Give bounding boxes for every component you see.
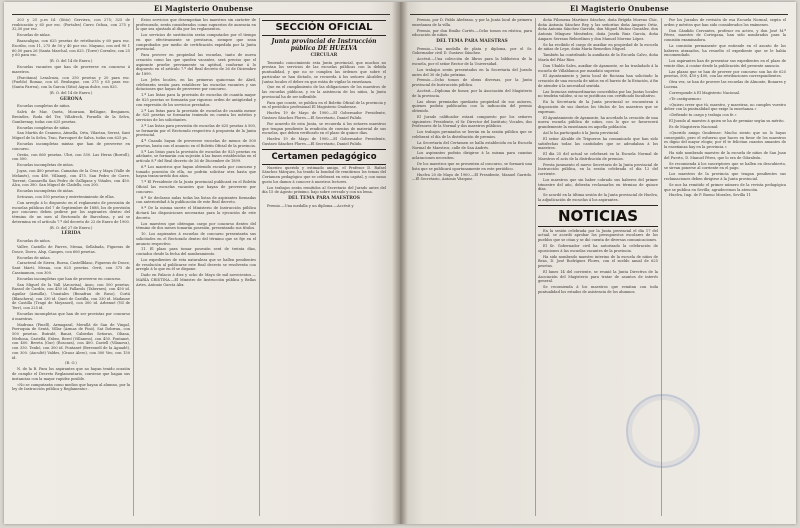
- right-column-3: [664, 18, 786, 518]
- paragraph: «Defiende tu cargo y trabaja con fe.»: [669, 113, 737, 118]
- paragraph: Se recomienda á los maestros que remitan con toda puntualidad los estados de asistencia de los alumnos.: [538, 285, 658, 294]
- paragraph: San Martín de Ceaneno, Atmella, Orta, Vilartau, Serrat, Sant Miguel de la Selva, Trao, Parroquet de Salva, todas con 625 ps.: [12, 131, 130, 141]
- paragraph: Premio, por D. Pablo Aledrano, y por la Junta local de primera enseñanza de la villa.: [412, 18, 532, 27]
- paragraph: Escuelas incompletas que han de ser provistas por concurso á maestras.: [12, 311, 130, 321]
- paragraph: Que en el cumplimiento de las obligaciones de los maestros de las escuelas públicas, y en la asistencia de los niños, la Junta provincial ha de ser inflexible.: [262, 85, 386, 99]
- paragraph: «Quiero creer que tú, maestro, y maestras, no cumples vuestro deber con la puntualidad que exige la enseñanza.»: [664, 102, 786, 112]
- paragraph: (Parcitana) Lesalcuza, con 250 pesetas y 20 para esc. (Pueblo) Romaz, con id. Beubague, con 275 y 65 para esc. (Santa Farrea), con la Garcia (Sitio) Aigua dulce, con 825.: [12, 75, 130, 90]
- paragraph: 11. El plazo para tomar posesión será de treinta días, contados desde la fecha del nombramiento.: [136, 247, 256, 257]
- paragraph: Accésit.—Diploma de honor, por la Asociación del Magisterio de la provincia.: [412, 89, 532, 98]
- paragraph: Los trabajos serán presentados en la Secretaría del Jurado antes del 30 de Julio próximo.: [412, 67, 532, 77]
- paragraph: «Querido amigo Onubense: Mucho siento que no lo hayas conseguido, pero el esfuerzo que haces en favor de los maestros es digno del mayor elogio; por él te felicitan cuantos amantes de la enseñanza hay en la provincia.»: [664, 131, 786, 150]
- paragraph: Los servicios de sustitución serán computados por el tiempo en que efectivamente se prestaron, siempre que sean comprobados por medio de certificación expedida por la Junta provincial.: [136, 33, 256, 52]
- paragraph: Don Ubaldo Sales, auxiliar de Ayamonte, se ha trasladado á la escuela de Villablanca por mandato superior.: [538, 63, 658, 73]
- paragraph: Para proveer en propiedad las escuelas, tanto de nueva creación como las que queden vacantes, será preciso que el aspirante pruebe previamente su aptitud, conforme á lo dispuesto en el artículo 7.º del Real decreto de 26 de Diciembre de 1899.: [136, 53, 256, 77]
- paragraph: El día 25 del actual se celebrará en la Escuela Normal de Maestros el acto de la distribución de premios.: [538, 152, 658, 161]
- paragraph: 3.ª Las listas para provisión de escuelas de 625 pesetas á 500, se formarán por el Rectorado respectivo á propuesta de la Junta provincial.: [136, 123, 256, 138]
- paragraph: 8.ª Se declaran nulas todas las listas de aspirantes formadas con anterioridad á la publicación de este Real decreto.: [136, 195, 256, 205]
- paragraph: «No se computarán como medios que hayan al alumno, por la ley de Instrucción pública y Reglamento».: [12, 382, 130, 392]
- paragraph: Así lo ha participado á la Junta provincial.: [543, 130, 620, 135]
- certamen-title: Certamen pedagógico: [262, 149, 386, 165]
- paragraph: (R. O. del 27 de Enero.): [49, 225, 93, 230]
- column-rule: [661, 18, 662, 516]
- right-column-2: [538, 18, 658, 518]
- paragraph: Escuelas incompletas de niños.: [17, 163, 74, 168]
- paragraph: Los maestros de la provincia que tengan pendientes sus reclamaciones deben dirigirse á la Junta provincial.: [664, 172, 786, 181]
- paragraph: Presta juramento el nuevo Secretario de la Junta provincial de Instrucción pública, en la sesión celebrada el día 12 del corriente.: [538, 162, 658, 177]
- newspaper-spread: [4, 2, 796, 524]
- paragraph: DEL TEMA PARA MAESTRAS: [436, 39, 508, 44]
- paragraph: 7.ª El Presidente de la Junta provincial publicará en el Boletín Oficial las escuelas vacantes que hayan de proveerse por concurso.: [136, 180, 256, 194]
- paragraph: Por los Jurados de revisión de esa Escuela Normal, según el orden y méritos que han sido considerados los exámenes.: [664, 18, 786, 27]
- paragraph: Premio, por don Emilio Cortés.—Ocho tomos en rústica, para educación de niños.: [412, 28, 532, 38]
- paragraph: Escuelas de niñas.: [17, 33, 51, 38]
- paragraph: La comisión permanente que entiende en el asunto de los haberes atrasados, ha resuelto el expediente que se le había encomendado.: [664, 43, 786, 58]
- paragraph: Estos servicios que desempeñan los maestros sin carácter de profesorado, serán considerados como supuestos de ausencia en lo que sea ajustado al día por los reglamentos.: [136, 18, 256, 32]
- paragraph: Las licencias extraordinarias concedidas por las Juntas locales no tendrán validez, si no se justifican con certificado facultativo.: [538, 89, 658, 99]
- paragraph: Madrona (Pinell), Armagaral, Merallá de San de Vingal, Porroquia de Sentá, Villar (Armas de Pinó), Sat Dobrrau, con 500 pesetas. Butralé, Banat, Cabiedas Señoras, Oliana, Mediona, Castellá, Esbeo, Bereí (Villaness), con 450. Fontanet, con 400. Bereta (Gur) (Roscara), con 400. Castell (Vilanova), con 350. Tenbó, con 300 id. Fontanet (Bereonelí de la Aguadé), con 300. (Asculté) Valdes, (Graoz Alero), con 300 Veo, con 150 id.: [12, 322, 130, 360]
- paragraph: 1.ª Las listas para la provisión de escuelas de cuantía mayor de 825 pesetas se formarán por riguroso orden de antigüedad y con expresión de los servicios prestados.: [136, 93, 256, 107]
- circular-body: [262, 61, 386, 147]
- paragraph: Los aspirantes podrán dirigirse á la misma para cuantas aclaraciones necesiten.: [412, 151, 532, 161]
- paragraph: Escuelas incompletas de niñas.: [17, 189, 74, 194]
- paragraph: 9.ª De la misma suerte el Ministerio de Instrucción pública dictará las disposiciones necesarias para la ejecución de este decreto.: [136, 206, 256, 220]
- paragraph: El Sr. Gobernador civil ha autorizado la celebración de oposiciones á las escuelas vacantes de la provincia.: [538, 244, 658, 253]
- paragraph: Don Cándido Cervantes, profesor en activo, y don José M.ª Pérez, maestro de Cortegana, han sido nombrados para la comisión examinadora.: [664, 28, 786, 42]
- paragraph: 10. Los aspirantes á escuelas de concurso presentarán sus solicitudes en el Rectorado dentro del término que se fije en el anuncio respectivo.: [136, 232, 256, 246]
- junta-provincial-title: Junta provincial de Instrucción pública DE HUELVA: [271, 38, 377, 52]
- paragraph: Los Jefes locales, en las primeras quincenas de Abril, celebrarán sesión para establecer las escuelas vacantes y sus dotaciones que hayan de proveerse por concurso.: [136, 78, 256, 92]
- paragraph: «Te castiguemos»: [669, 96, 702, 101]
- paragraph: Con arreglo á lo dispuesto en el reglamento de provisión de escuelas públicas del 7 de Septiembre de 1888, los de provisión por concurso deben pedirse por los aspirantes dentro del término de un mes al Rectorado de Barcelona, y así se determina en el artículo 7.º del decreto de 22 de Enero de 1900.: [12, 200, 130, 224]
- section-oficial-title: SECCIÓN OFICIAL: [262, 20, 386, 36]
- paragraph: El Jurado al maestro á quien se ha de premiar según su mérito.: [669, 119, 785, 124]
- paragraph: Se recomienda á los suscriptores que se hallen en descubierto, se sirvan ponerse al corriente en el pago.: [664, 161, 786, 171]
- paragraph: Los expedientes de esta naturaleza que se hallen pendientes de resolución al publicarse este Real decreto se resolverán con arreglo á lo que en él se dispone.: [136, 258, 256, 272]
- paragraph: Caracteral de Sierra, Ruesa, Castellblanc, Figueras de Dosce, Sant Martí, Mesaa, con 625 pesetas. Orrit, con 575 de Cassinamon, con 300.: [12, 261, 130, 275]
- paragraph: Setcasas, con 550 pesetas y entretenimiento de ellas.: [17, 195, 115, 200]
- right-column-2-top: [538, 18, 658, 203]
- paragraph: Dado en Palacio á diez y ocho de Mayo de mil novecientos.—MARÍA CRISTINA.—El Ministro de Instrucción pública y Bellas Artes, Antonio García Alix.: [136, 273, 256, 287]
- paragraph: Joyas, con 400 pesetas. Camaitas de la Cruz y Maya (Valle de Melanés), con 480. Villaneji, con 475. San Pedro de Corre, Torrent, Camarella San Pedro de Galligans y Viñales, con 450. Alca, con 380. San Miguel de Cladells, con 200.: [12, 169, 130, 188]
- paragraph: (R. O.): [65, 361, 77, 366]
- right-page: [400, 2, 796, 524]
- paragraph: Accésit.—Una colección de libros para la biblioteca de la escuela, por el señor Rector de la Universidad.: [412, 57, 532, 66]
- paragraph: doña Filomena Martínez Sánchez, doña Brígida Moreno Chic, doña Antonia Sánchez Rey, y las señoritas doña Amparo Ortiz, doña Antonia Sánchez Garrido, don Miguel Muñoz González, don Antonio Mínguez Menéndez, doña Josefa Ruiz García, doña Amparo Serrano Rebordinos y don Manuel Moreno López.: [538, 18, 658, 41]
- paragraph: La Secretaría del Certamen se halla establecida en la Escuela Normal de Maestros, calle de San Andrés.: [412, 140, 532, 150]
- paragraph: Escuelas incompletas mixtas que han de proveerse en concurso.: [12, 142, 130, 151]
- paragraph: Huelva 20 de Mayo de 1900.—El Presidente, Manuel Garrido.—El Secretario, Antonio Vázquez.: [412, 172, 532, 182]
- paragraph: Los maestros que obtengan cargo por concurso dentro del término de dos meses tomarán posesión, presentando sus títulos.: [136, 221, 256, 231]
- paragraph: Otra vez, se han de proveer las escuelas de Almonte, Bonares y Lucena.: [664, 80, 786, 90]
- paragraph: Se nos ha remitido el primer número de la revista pedagógica que se publica en Sevilla; agradecemos la atención.: [664, 182, 786, 192]
- paragraph: Premio.—Una medalla y un diploma.—Accésit y: [267, 203, 354, 208]
- paragraph: Corresponde á El Magisterio Nacional.: [669, 90, 741, 95]
- paragraph: Teniendo conocimiento esta Junta provincial, que muchos no prestan los servicios de las escuelas públicas con la debida puntualidad, y que no se cumplen las órdenes que sobre el particular se han dictado, se recuerda á los señores Alcaldes y Juntas locales el deber en que están de vigilar la enseñanza.: [262, 60, 386, 84]
- masthead-left: El Magisterio Onubense: [154, 4, 253, 13]
- paragraph: 2.ª Las listas para la provisión de escuelas de cuantía menor de 825 pesetas se formarán teniendo en cuenta los méritos y servicios de los solicitantes.: [136, 108, 256, 122]
- paragraph: Los trabajos premiados se leerán en la sesión pública que se celebrará el día de la distribución de premios.: [412, 130, 532, 139]
- certamen-body: [262, 166, 386, 209]
- paragraph: Los trabajos serán remitidos al Secretario del Jurado antes del día 15 de Agosto próximo, bajo sobre cerrado y con un lema.: [262, 185, 386, 195]
- paragraph: El señor Alcalde de Trigueros ha comunicado que han sido satisfechas todas las cantidades que se adeudaban á los maestros.: [538, 136, 658, 151]
- paragraph: Huelva, Imp. de P. Bueno Morales, Sevilla 11: [669, 193, 751, 198]
- masthead-right: El Magisterio Onubense: [570, 4, 669, 13]
- paragraph: Vallev, Castello de Farres, Mesaa, Sellabada, Figueras de Dosce, Dorro, Alsp, Campes, con 660 pesetas.: [12, 244, 130, 254]
- left-page: [4, 2, 400, 524]
- paragraph: Se acordó en la última sesión de la Junta provincial de Huelva, la adjudicación de escuelas á los aspirantes.: [538, 193, 658, 203]
- right-column-1: [412, 18, 532, 518]
- page-gutter: [392, 2, 408, 524]
- paragraph: Escuelas de niñas.: [17, 255, 51, 260]
- column-rule: [259, 18, 260, 516]
- paragraph: De los maestros que se presenten al concurso, se formará una lista que se publicará oportunamente en este periódico.: [412, 162, 532, 171]
- paragraph: Ha sido nombrado maestro de la escuela de niños de San Juan del Puerto, D. Manuel Pérez, que lo era de Gibraleón.: [664, 151, 786, 160]
- paragraph: Los aspirantes han de presentar sus expedientes en el plazo de veinte días, á contar desde la publicación del presente anuncio.: [664, 59, 786, 68]
- paragraph: Nuestro querido y estimado amigo, el Profesor D. Rafael Sánchez Márquez, ha tenido la bondad de remitirnos los temas del Certamen pedagógico que se celebrará en esta capital, y con sumo gusto los damos á conocer á nuestros lectores.: [262, 165, 386, 184]
- paragraph: Premio.—Ocho tomos de obras diversas, por la Junta provincial de Instrucción pública.: [412, 78, 532, 88]
- left-column-2: [136, 18, 256, 518]
- column-rule: [535, 18, 536, 516]
- paragraph: Las plazas que se han de proveer por concurso son las de 625 pesetas, 500, 450 y 400, con las retribuciones correspondientes.: [664, 69, 786, 79]
- paragraph: Oreño, con 660 pesetas. Ubri, con 550. Las Heras (Borroll), con 500.: [12, 152, 130, 162]
- paragraph: Bazacaligas, con 625 pesetas de retribución y 60 para esc. Escribo, con 11, 275 de 50 y 40 por esc. Mayano, con ord 90 1 60,50 para 26 (Santa Marchal, con 625. (Torre) Corrales, con 25 y 60 para esc.: [12, 39, 130, 58]
- paragraph: 4.ª Cuando hayan de proveerse escuelas de menos de 500 pesetas, basta con el anuncio en el Boletín Oficial de la provincia.: [136, 139, 256, 148]
- paragraph: El Jurado calificador estará compuesto por los señores siguientes: Presidente, el Sr. Director del Instituto; Vocales, dos Profesores de la Normal y dos maestros públicos.: [412, 114, 532, 129]
- top-rule-left: [12, 14, 390, 15]
- left-column-1: [12, 18, 130, 518]
- paragraph: Huelva 19 de Mayo de 1900.—El Gobernador Presidente, Gustavo Sánchez Flores.—El Secretario, Daniel Pulido.: [262, 111, 386, 120]
- paragraph: Los maestros que sin haber cobrado sus haberes del primer trimestre del año, deberán reclamarlos en término de quince días.: [538, 178, 658, 192]
- paragraph: Las obras premiadas quedarán propiedad de sus autores, quienes podrán publicarlas con la indicación del premio obtenido.: [412, 99, 532, 114]
- paragraph: Se ha recibido el cargo de auxiliar en propiedad de la escuela de niñas de Lepe, doña María Remedios Miguel.: [538, 42, 658, 52]
- paragraph: Salvà de Mar, Queta, Mouraon, Bellagne, Benjamen, Breintles, Roda del Ter, Villafrech, Fornells de la Selva, Gombrenay, todas con 625 pesetas.: [12, 110, 130, 124]
- paragraph: 5.ª Las listas para la provisión de escuelas de 825 pesetas en adelante, se formarán con sujeción á las bases establecidas en el artículo 8.º del Real decreto de 26 de Diciembre de 1899.: [136, 149, 256, 164]
- paragraph: El Ayuntamiento y Junta local de Rociana han solicitado la creación de una escuela de niños en el barrio de la Estación, á fin de atender á la necesidad sentida.: [538, 74, 658, 88]
- paragraph: (R. O. del 14 de Enero.): [49, 90, 93, 95]
- paragraph: También ha contribuido la auxiliaría de la Escuela Calvo, doña María del Pilar Ríos.: [538, 53, 658, 62]
- noticias-body: [538, 229, 658, 295]
- paragraph: Escuelas incompletas que han de proveerse en concurso.: [17, 276, 122, 281]
- paragraph: 6.ª Los maestros que hayan obtenido escuela por concurso y tomado posesión de ella, no podrán solicitar otra hasta que hayan transcurrido dos años.: [136, 165, 256, 179]
- column-rule: [133, 18, 134, 516]
- paragraph: Premio.—Una medalla de plata y diploma, por el Sr. Gobernador civil D. Gustavo Sánchez.: [412, 46, 532, 56]
- paragraph: 203 y 25 p.es Id. (Sitio) Gerviera, con 275; 325 de reubicación y 65 por esc. (Portales) Curro Ochoa, con 275 y 32,50 por esc.: [12, 18, 130, 32]
- paragraph: N. de la R. Para los aspirantes que no hayan tenido ocasión de cumplir el Decreto Reglamentario, conviene que hagan sus instancias con la mayor rapidez posible.: [12, 367, 130, 381]
- paragraph: Huelva 19 de Mayo de 1900.—El Gobernador Presidente, Gustavo Sánchez Flores.—El Secretario, Daniel Pulido.: [262, 137, 386, 146]
- left-column-3: [262, 18, 386, 518]
- paragraph: Escuelas de niños.: [17, 239, 51, 244]
- paragraph: GERONA: [60, 96, 82, 102]
- paragraph: En la Secretaría de la Junta provincial se encuentran á disposición de sus dueños los títulos de los maestros que se expresan.: [538, 100, 658, 114]
- paragraph: San Miguel de la Vall (Arcavisa), Anso, con 500 pesetas. Rassol de Cardós, con 450 id. Pallarols (Tabernes), con 450 id. Aguilar (Armilla), Usuatales (Bonafrau de Ruso), Cortá (Blanchera), con 330 id. Queó de Castilla, con 330 id. Madaune de Castilla (Tragó de Moyanorí), con 300 id. Arbenué (Vil de Terr), con 225 id.: [12, 282, 130, 311]
- paragraph: Por acuerdo de esta Junta, se recuerda á los señores maestros que tengan pendiente la rendición de cuentas de material de sus escuelas, que deben verificarlo en el plazo de quince días.: [262, 121, 386, 136]
- top-rule-right: [410, 14, 788, 15]
- paragraph: El Ayuntamiento de Ayamonte, ha acordado la creación de una nueva escuela pública de niños, con lo que se favorecerá grandemente la enseñanza en aquella población.: [538, 115, 658, 130]
- paragraph: Escuelas completas de niños.: [17, 104, 71, 109]
- noticias-title: NOTICIAS: [538, 205, 658, 227]
- paragraph: Escuelas completas de niñas.: [17, 125, 71, 130]
- paragraph: DEL TEMA PARA MAESTROS: [288, 196, 360, 201]
- paragraph: En la sesión celebrada por la Junta provincial el día 17 del actual, se acordó aprobar los presupuestos escolares de los pueblos que se citan y se dió cuenta de diversas comunicaciones.: [538, 228, 658, 243]
- paragraph: LÉRIDA: [61, 231, 81, 237]
- circular-heading: CIRCULAR: [310, 53, 338, 58]
- paragraph: Ha sido nombrado maestro interino de la escuela de niños de Beas, D. José Rodríguez Flores, con el sueldo anual de 625 pesetas.: [538, 254, 658, 269]
- paragraph: (R. O. del 14 de Enero.): [49, 59, 93, 64]
- paragraph: El lunes 14 del corriente, se reunió la Junta Directiva de la Asociación del Magisterio para tratar de asuntos de interés general.: [538, 269, 658, 284]
- paragraph: Es de Magisterio Nacional:: [669, 125, 719, 130]
- paragraph: Para que conste, se publica en el Boletín Oficial de la provincia y en el periódico profesional El Magisterio Onubense.: [262, 100, 386, 110]
- paragraph: Escuelas vacantes que han de proveerse en concurso á maestros.: [12, 65, 130, 74]
